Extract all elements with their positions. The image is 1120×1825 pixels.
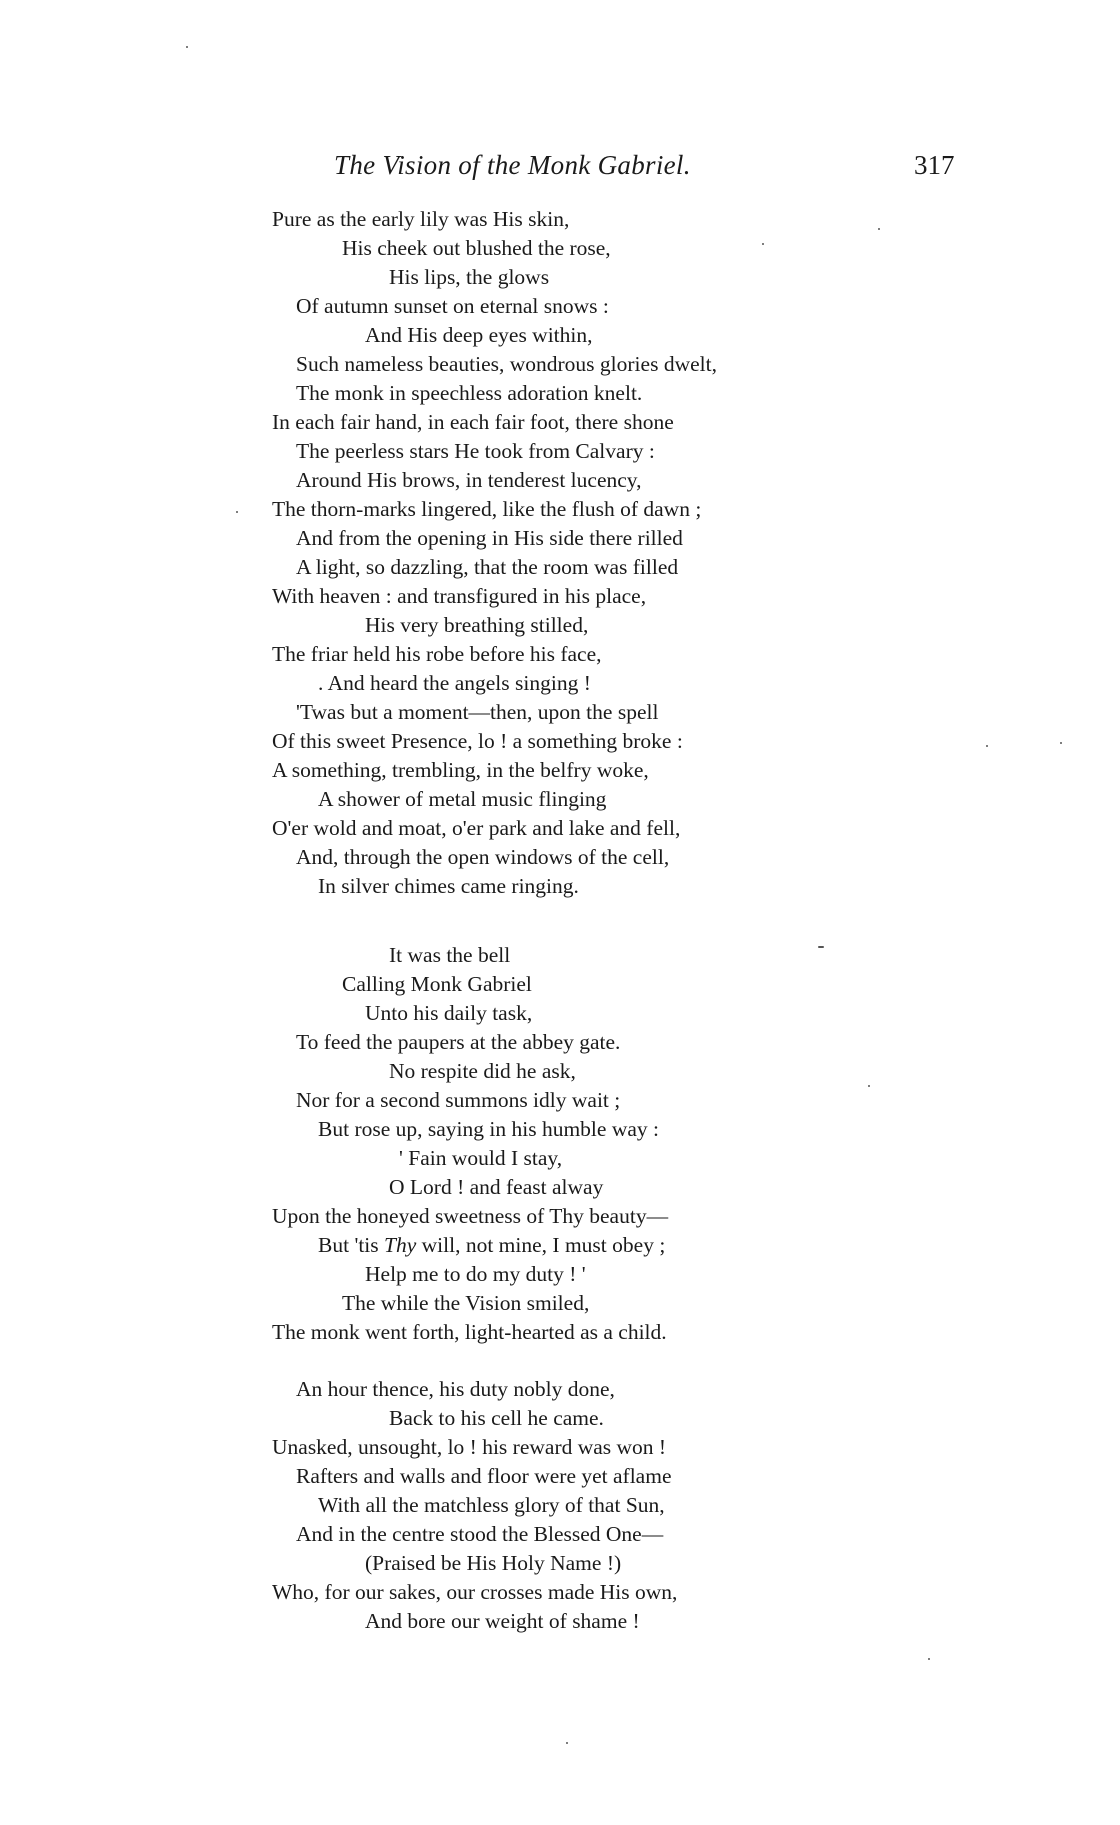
poem-line: No respite did he ask, — [389, 1059, 576, 1083]
poem-line: 'Twas but a moment—then, upon the spell — [296, 700, 659, 724]
poem-line: A something, trembling, in the belfry woke, — [272, 758, 649, 782]
poem-line: The friar held his robe before his face, — [272, 642, 602, 666]
poem-line: Unasked, unsought, lo ! his reward was won ! — [272, 1435, 667, 1459]
stanza-break — [272, 1347, 1032, 1375]
poem-line: Unto his daily task, — [365, 1001, 533, 1025]
print-speck — [928, 1658, 930, 1660]
running-head — [0, 150, 1120, 190]
poem-line: Pure as the early lily was His skin, — [272, 207, 570, 231]
poem-line: Upon the honeyed sweetness of Thy beauty— — [272, 1204, 669, 1228]
poem-line: Who, for our sakes, our crosses made His own, — [272, 1580, 678, 1604]
poem-line: In silver chimes came ringing. — [318, 874, 579, 898]
poem-line: ' Fain would I stay, — [399, 1146, 563, 1170]
poem-line: Nor for a second summons idly wait ; — [296, 1088, 621, 1112]
poem-line: A light, so dazzling, that the room was filled — [296, 555, 679, 579]
poem-line: Rafters and walls and floor were yet aflame — [296, 1464, 672, 1488]
page-number: 317 — [914, 150, 955, 180]
poem-line: To feed the paupers at the abbey gate. — [296, 1030, 621, 1054]
poem-line: A shower of metal music flinging — [318, 787, 607, 811]
poem-line: The thorn-marks lingered, like the flush of dawn ; — [272, 497, 702, 521]
print-speck — [986, 745, 988, 747]
print-speck — [878, 228, 880, 230]
line-text: will, not mine, I must obey ; — [416, 1233, 666, 1257]
emphasis-text: Thy — [384, 1233, 417, 1257]
poem-line: Around His brows, in tenderest lucency, — [296, 468, 642, 492]
poem-line: O Lord ! and feast alway — [389, 1175, 604, 1199]
poem-line: Help me to do my duty ! ' — [365, 1262, 586, 1286]
poem-line: Such nameless beauties, wondrous glories dwelt, — [296, 352, 717, 376]
stanza-break — [272, 901, 1032, 941]
poem-line: And, through the open windows of the cell, — [296, 845, 670, 869]
print-speck — [1060, 742, 1062, 744]
print-speck — [818, 946, 824, 948]
poem-line: And from the opening in His side there rilled — [296, 526, 683, 550]
poem-line: An hour thence, his duty nobly done, — [296, 1377, 615, 1401]
poem-line: With all the matchless glory of that Sun, — [318, 1493, 665, 1517]
poem-line: And bore our weight of shame ! — [365, 1609, 640, 1633]
poem-line: The monk went forth, light-hearted as a child. — [272, 1320, 667, 1344]
poem-line: It was the bell — [389, 943, 511, 967]
poem-line: The while the Vision smiled, — [342, 1291, 590, 1315]
poem-line: And in the centre stood the Blessed One— — [296, 1522, 664, 1546]
poem-line: His very breathing stilled, — [365, 613, 589, 637]
poem-line: Of autumn sunset on eternal snows : — [296, 294, 609, 318]
print-speck — [236, 511, 238, 513]
poem-line: Calling Monk Gabriel — [342, 972, 532, 996]
poem-body — [272, 205, 1032, 1636]
poem-line: His cheek out blushed the rose, — [342, 236, 611, 260]
poem-line: And His deep eyes within, — [365, 323, 593, 347]
poem-line: In each fair hand, in each fair foot, there shone — [272, 410, 674, 434]
print-speck — [762, 243, 764, 245]
poem-line: . And heard the angels singing ! — [318, 671, 591, 695]
poem-line: The monk in speechless adoration knelt. — [296, 381, 643, 405]
poem-line: His lips, the glows — [389, 265, 550, 289]
poem-line: But rose up, saying in his humble way : — [318, 1117, 659, 1141]
print-speck — [186, 46, 188, 48]
print-speck — [566, 1742, 568, 1744]
poem-line — [272, 1231, 1032, 1260]
poem-line: O'er wold and moat, o'er park and lake and fell, — [272, 816, 681, 840]
print-speck — [868, 1085, 870, 1087]
poem-line: (Praised be His Holy Name !) — [365, 1551, 622, 1575]
line-text: But 'tis — [318, 1233, 385, 1257]
poem-line: Of this sweet Presence, lo ! a something broke : — [272, 729, 683, 753]
poem-line: Back to his cell he came. — [389, 1406, 604, 1430]
running-title: The Vision of the Monk Gabriel. — [334, 150, 691, 180]
poem-line: With heaven : and transfigured in his place, — [272, 584, 647, 608]
poem-line: The peerless stars He took from Calvary : — [296, 439, 655, 463]
